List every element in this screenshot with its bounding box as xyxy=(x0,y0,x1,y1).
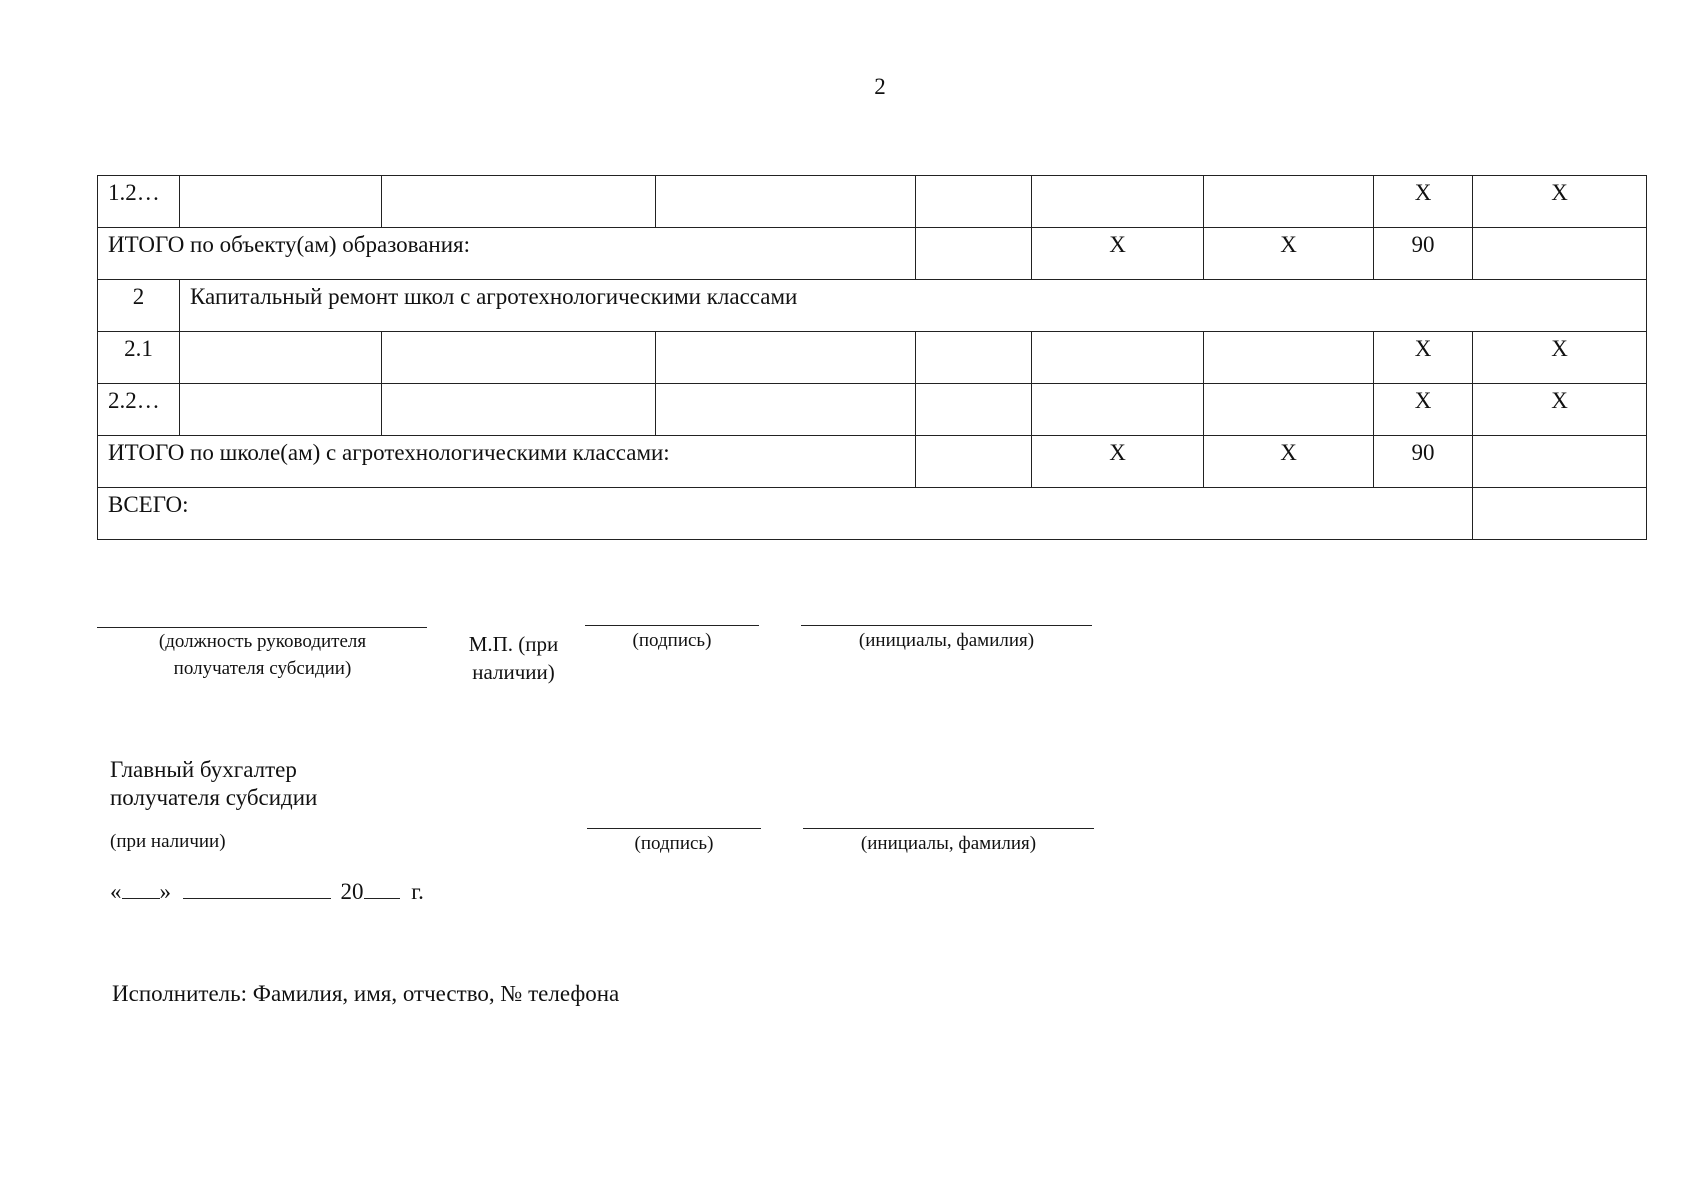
x-mark: Х xyxy=(1032,436,1204,488)
table-cell xyxy=(1204,332,1374,384)
total-value: 90 xyxy=(1374,436,1473,488)
x-mark: Х xyxy=(1374,384,1473,436)
date-line xyxy=(110,878,424,906)
table-cell xyxy=(382,384,656,436)
total-label: ИТОГО по школе(ам) с агротехнологическими классами: xyxy=(98,436,916,488)
x-mark: Х xyxy=(1032,228,1204,280)
table-cell xyxy=(1032,176,1204,228)
table-cell xyxy=(916,384,1032,436)
table-cell xyxy=(916,436,1032,488)
signature-line-2 xyxy=(587,828,761,829)
table-cell xyxy=(656,332,916,384)
date-close-quote: » xyxy=(159,879,171,904)
table-row-total-schools xyxy=(98,436,1647,488)
grand-total-label: ВСЕГО: xyxy=(98,488,1473,540)
x-mark: Х xyxy=(1473,176,1647,228)
report-table xyxy=(97,175,1647,540)
year-blank xyxy=(364,880,400,899)
table-row-grand-total xyxy=(98,488,1647,540)
chief-accountant-label: Главный бухгалтер получателя субсидии xyxy=(110,757,318,810)
table-cell xyxy=(180,176,382,228)
table-cell xyxy=(1032,384,1204,436)
row-number: 1.2… xyxy=(98,176,180,228)
head-position-caption: (должность руководителя получателя субсидии) xyxy=(158,631,367,679)
if-any-caption: (при наличии) xyxy=(110,831,226,852)
date-open-quote: « xyxy=(110,879,122,904)
section-number: 2 xyxy=(98,280,180,332)
page-number: 2 xyxy=(874,74,886,99)
initials-caption: (инициалы, фамилия) xyxy=(858,630,1035,651)
total-label: ИТОГО по объекту(ам) образования: xyxy=(98,228,916,280)
x-mark: Х xyxy=(1473,384,1647,436)
x-mark: Х xyxy=(1204,436,1374,488)
table-row-total-education xyxy=(98,228,1647,280)
day-blank xyxy=(122,880,160,899)
total-value: 90 xyxy=(1374,228,1473,280)
initials-line xyxy=(801,625,1092,626)
x-mark: Х xyxy=(1374,176,1473,228)
initials-caption-2: (инициалы, фамилия) xyxy=(860,833,1037,854)
table-cell xyxy=(1473,228,1647,280)
table-cell xyxy=(1204,384,1374,436)
table-cell xyxy=(916,332,1032,384)
year-suffix: г. xyxy=(411,879,424,904)
x-mark: Х xyxy=(1473,332,1647,384)
signature-caption: (подпись) xyxy=(632,630,712,651)
table-cell xyxy=(656,176,916,228)
executor-line: Исполнитель: Фамилия, имя, отчество, № телефона xyxy=(112,981,620,1006)
table-cell xyxy=(180,332,382,384)
stamp-caption: М.П. (при наличии) xyxy=(468,632,559,684)
table-cell xyxy=(916,228,1032,280)
table-cell xyxy=(1032,332,1204,384)
x-mark: Х xyxy=(1374,332,1473,384)
initials-line-2 xyxy=(803,828,1094,829)
table-cell xyxy=(1204,176,1374,228)
table-cell xyxy=(1473,488,1647,540)
table-cell xyxy=(382,176,656,228)
table-row-1-2 xyxy=(98,176,1647,228)
table-row-2-1 xyxy=(98,332,1647,384)
table-cell xyxy=(180,384,382,436)
year-prefix: 20 xyxy=(340,879,364,904)
row-number: 2.1 xyxy=(98,332,180,384)
section-title: Капитальный ремонт школ с агротехнологическими классами xyxy=(180,280,1647,332)
table-cell xyxy=(656,384,916,436)
table-row-section-2 xyxy=(98,280,1647,332)
table-cell xyxy=(1473,436,1647,488)
table-row-2-2 xyxy=(98,384,1647,436)
x-mark: Х xyxy=(1204,228,1374,280)
month-blank xyxy=(183,880,331,899)
signature-line xyxy=(585,625,759,626)
signature-caption-2: (подпись) xyxy=(634,833,714,854)
table-cell xyxy=(382,332,656,384)
row-number: 2.2… xyxy=(98,384,180,436)
table-cell xyxy=(916,176,1032,228)
